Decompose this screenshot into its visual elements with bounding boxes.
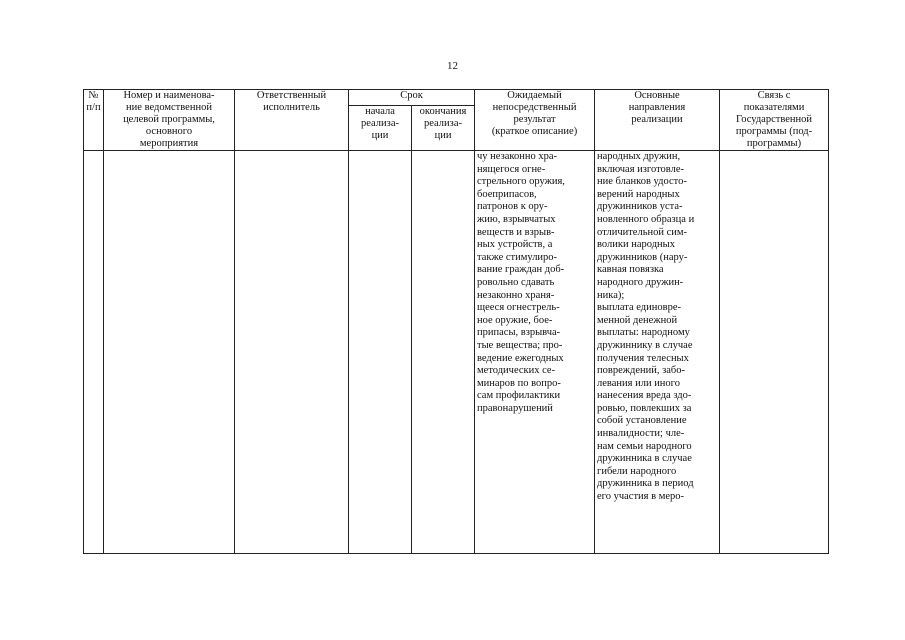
header-term: Срок [349, 90, 475, 106]
cell-num [84, 151, 104, 554]
cell-executor [235, 151, 349, 554]
table-row [84, 151, 829, 554]
cell-term-end [412, 151, 475, 554]
header-link: Связь с показателями Государственной программы (под- программы) [720, 90, 829, 151]
cell-directions: народных дружин, включая изготовле- ние бланков удосто- верений народных дружинников уста- новленного образца и отличительной сим- волики народных дружинников (нару- кавная повязка народного дружин- ника); выплата единовре- менной денежной выплаты: народному дружиннику в случае получения телесных повреждений, забо- левания или иного нанесения вреда здо- ровью, повлекших за собой установление инвалидности; чле- нам семьи народного дружинника в случае гибели народного дружинника в период его участия в меро- [595, 151, 720, 554]
cell-result: чу незаконно хра- нящегося огне- стрельного оружия, боеприпасов, патронов к ору- жию, взрывчатых веществ и взрыв- ных устройств, а также стимулиро- вание граждан доб- ровольно сдавать незаконно храня- щееся огнестрель- ное оружие, бое- припасы, взрывча- тые вещества; про- ведение ежегодных методических се- минаров по вопро- сам профилактики правонарушений [475, 151, 595, 554]
header-term-end: окончания реализа- ции [412, 105, 475, 150]
header-term-start: начала реализа- ции [349, 105, 412, 150]
header-result: Ожидаемый непосредственный результат (краткое описание) [475, 90, 595, 151]
cell-term-start [349, 151, 412, 554]
header-executor: Ответственный исполнитель [235, 90, 349, 151]
header-row [84, 90, 829, 106]
program-table [83, 89, 829, 554]
header-num: № п/п [84, 90, 104, 151]
page-number: 12 [447, 60, 458, 72]
header-directions: Основные направления реализации [595, 90, 720, 151]
header-program: Номер и наименова- ние ведомственной целевой программы, основного мероприятия [104, 90, 235, 151]
cell-program [104, 151, 235, 554]
cell-link [720, 151, 829, 554]
